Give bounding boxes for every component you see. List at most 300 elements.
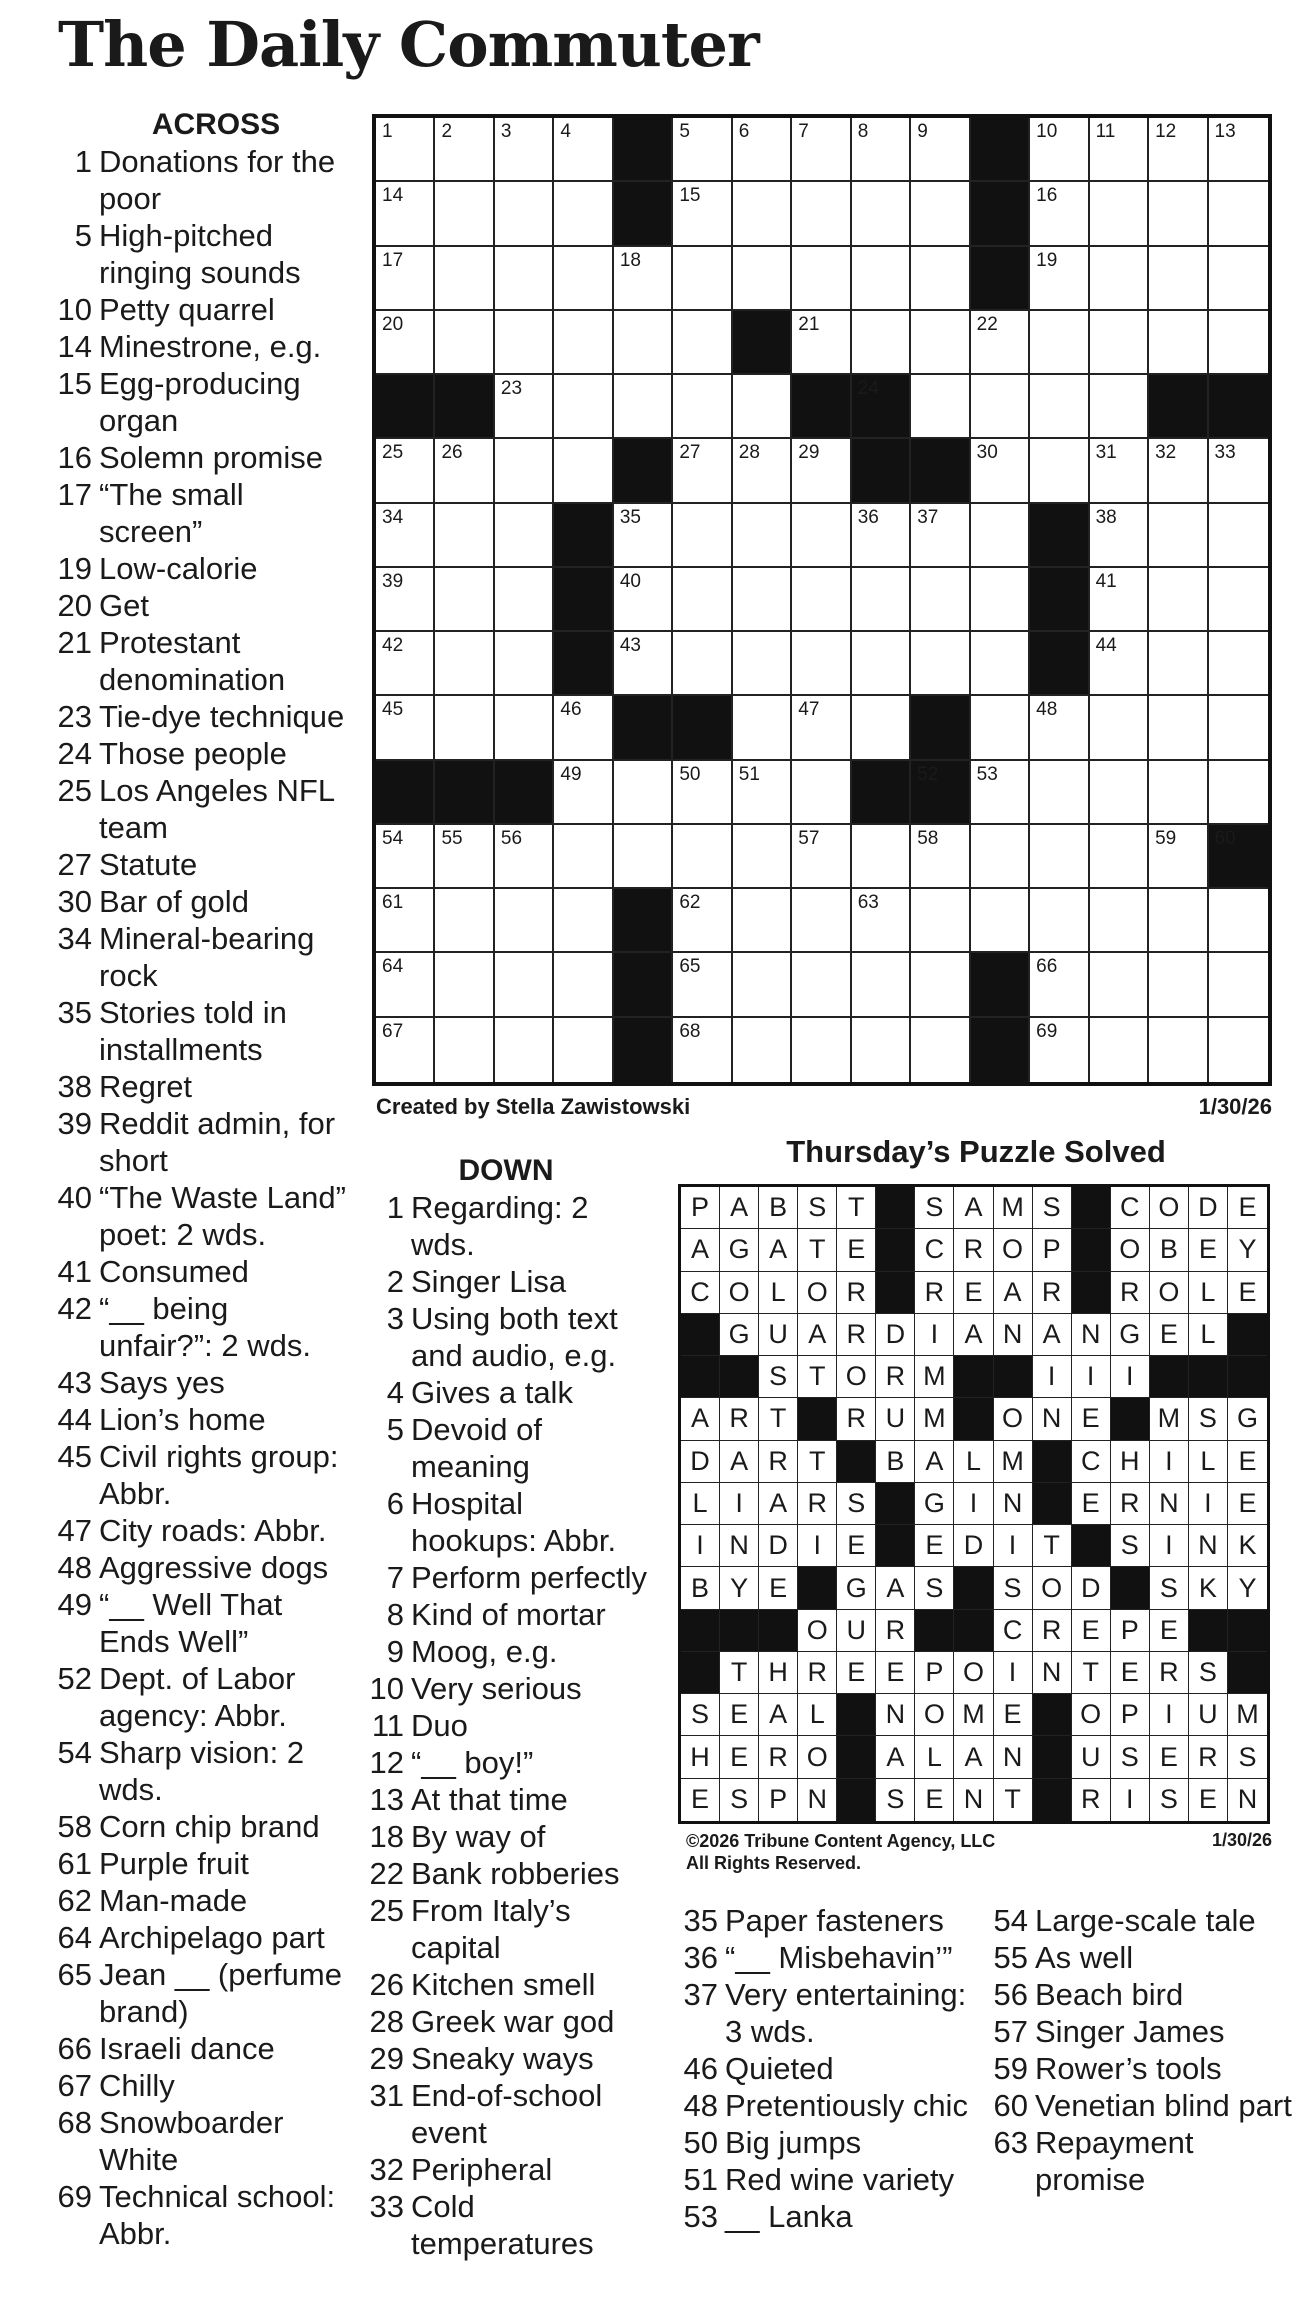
solution-letter: N — [1189, 1525, 1228, 1567]
grid-cell[interactable] — [1149, 182, 1208, 246]
black-square — [614, 439, 673, 503]
grid-cell[interactable] — [852, 504, 911, 568]
cell-number: 22 — [976, 313, 998, 335]
solution-letter: M — [994, 1187, 1033, 1229]
clue-text: Using both text and audio, e.g. — [411, 1301, 618, 1373]
solution-letter: E — [1072, 1610, 1111, 1652]
grid-cell[interactable] — [673, 247, 732, 311]
grid-cell[interactable] — [733, 632, 792, 696]
grid-cell[interactable] — [673, 375, 732, 439]
grid-cell[interactable] — [1149, 1018, 1208, 1082]
clue-text: Peripheral — [411, 2152, 553, 2187]
grid-cell[interactable] — [852, 247, 911, 311]
grid-cell[interactable] — [911, 889, 970, 953]
clue — [672, 2198, 982, 2235]
grid-cell[interactable] — [1090, 632, 1149, 696]
grid-cell[interactable] — [733, 504, 792, 568]
grid-cell[interactable] — [1030, 696, 1089, 760]
grid-cell[interactable] — [733, 889, 792, 953]
grid-cell[interactable] — [435, 311, 494, 375]
solution-letter: H — [1111, 1441, 1150, 1483]
cell-number: 29 — [798, 442, 820, 464]
solution-letter: S — [1033, 1187, 1072, 1229]
clue-number: 38 — [57, 1069, 92, 1104]
clue-text: Dept. of Labor agency: Abbr. — [99, 1661, 296, 1733]
grid-cell[interactable] — [971, 439, 1030, 503]
clue-text: Tie-dye technique — [99, 699, 345, 734]
grid-cell[interactable] — [495, 568, 554, 632]
grid-cell[interactable] — [733, 439, 792, 503]
solution-letter: A — [798, 1314, 837, 1356]
solution-letter: L — [759, 1272, 798, 1314]
grid-cell[interactable] — [1209, 696, 1268, 760]
grid-cell[interactable] — [852, 182, 911, 246]
grid-cell[interactable] — [911, 504, 970, 568]
solution-letter: S — [915, 1567, 954, 1609]
grid-cell[interactable] — [376, 632, 435, 696]
grid-cell[interactable] — [911, 375, 970, 439]
solution-letter: P — [759, 1779, 798, 1821]
grid-cell[interactable] — [673, 118, 732, 182]
solution-letter: I — [1072, 1356, 1111, 1398]
grid-cell[interactable] — [733, 182, 792, 246]
clue-number: 49 — [57, 1587, 92, 1622]
cell-number: 68 — [679, 1020, 701, 1042]
grid-cell[interactable] — [971, 632, 1030, 696]
solution-letter: A — [720, 1187, 759, 1229]
clue-text: Perform perfectly — [411, 1560, 648, 1595]
grid-cell[interactable] — [495, 889, 554, 953]
grid-cell[interactable] — [1090, 118, 1149, 182]
grid-cell[interactable] — [1149, 953, 1208, 1017]
grid-cell[interactable] — [673, 761, 732, 825]
grid-cell[interactable] — [1090, 889, 1149, 953]
grid-cell[interactable] — [1030, 889, 1089, 953]
grid-cell[interactable] — [614, 247, 673, 311]
grid-cell[interactable] — [376, 311, 435, 375]
grid-cell[interactable] — [376, 1018, 435, 1082]
grid-cell[interactable] — [852, 568, 911, 632]
grid-cell[interactable] — [1209, 118, 1268, 182]
solution-letter: E — [994, 1694, 1033, 1736]
clue — [50, 1290, 350, 1364]
grid-cell[interactable] — [554, 247, 613, 311]
clue — [356, 1633, 656, 1670]
grid-cell[interactable] — [376, 953, 435, 1017]
grid-cell[interactable] — [1030, 182, 1089, 246]
solution-letter: T — [720, 1652, 759, 1694]
grid-cell[interactable] — [673, 504, 732, 568]
grid-cell[interactable] — [554, 1018, 613, 1082]
grid-cell[interactable] — [495, 632, 554, 696]
grid-cell[interactable] — [911, 247, 970, 311]
grid-cell[interactable] — [792, 761, 851, 825]
grid-cell[interactable] — [733, 375, 792, 439]
solution-letter: R — [1111, 1272, 1150, 1314]
clue-number: 60 — [993, 2088, 1028, 2123]
grid-cell[interactable] — [673, 439, 732, 503]
grid-cell[interactable] — [1090, 696, 1149, 760]
grid-cell[interactable] — [614, 311, 673, 375]
grid-cell[interactable] — [1090, 504, 1149, 568]
clue — [50, 1068, 350, 1105]
grid-cell[interactable] — [1090, 568, 1149, 632]
solution-letter: U — [837, 1610, 876, 1652]
clue — [356, 1855, 656, 1892]
crossword-grid[interactable] — [372, 114, 1272, 1086]
grid-cell[interactable] — [971, 504, 1030, 568]
grid-cell[interactable] — [911, 1018, 970, 1082]
grid-cell[interactable] — [1149, 311, 1208, 375]
grid-cell[interactable] — [792, 825, 851, 889]
clue-number: 42 — [57, 1291, 92, 1326]
grid-cell[interactable] — [911, 568, 970, 632]
grid-cell[interactable] — [792, 311, 851, 375]
grid-cell[interactable] — [614, 825, 673, 889]
grid-cell[interactable] — [673, 182, 732, 246]
grid-cell[interactable] — [852, 825, 911, 889]
grid-cell[interactable] — [614, 504, 673, 568]
grid-cell[interactable] — [1030, 311, 1089, 375]
grid-cell[interactable] — [733, 696, 792, 760]
clue — [50, 1919, 350, 1956]
clue-number: 44 — [57, 1402, 92, 1437]
clue-number: 25 — [57, 773, 92, 808]
grid-cell[interactable] — [911, 953, 970, 1017]
down-clues — [356, 1152, 656, 2262]
grid-cell[interactable] — [792, 504, 851, 568]
solution-black-square — [1228, 1610, 1267, 1652]
grid-cell[interactable] — [1149, 825, 1208, 889]
grid-cell[interactable] — [1030, 375, 1089, 439]
clue — [50, 624, 350, 698]
grid-cell[interactable] — [554, 118, 613, 182]
grid-cell[interactable] — [554, 182, 613, 246]
grid-cell[interactable] — [495, 504, 554, 568]
solution-letter: S — [876, 1779, 915, 1821]
grid-cell[interactable] — [435, 1018, 494, 1082]
grid-cell[interactable] — [792, 953, 851, 1017]
solution-black-square — [876, 1272, 915, 1314]
across-clues — [50, 106, 350, 2252]
clue-number: 54 — [993, 1903, 1028, 1938]
grid-cell[interactable] — [1149, 568, 1208, 632]
solution-black-square — [1189, 1610, 1228, 1652]
clue-number: 46 — [683, 2051, 718, 2086]
grid-cell[interactable] — [554, 696, 613, 760]
grid-cell[interactable] — [792, 118, 851, 182]
grid-cell[interactable] — [971, 311, 1030, 375]
grid-cell[interactable] — [435, 568, 494, 632]
grid-cell[interactable] — [495, 247, 554, 311]
clue-text: Those people — [99, 736, 287, 771]
solution-letter: O — [1111, 1229, 1150, 1271]
grid-cell[interactable] — [733, 1018, 792, 1082]
clue — [672, 1902, 982, 1939]
solution-letter: D — [1189, 1187, 1228, 1229]
clue-text: Man-made — [99, 1883, 248, 1918]
solution-letter: E — [1111, 1652, 1150, 1694]
clue-text: “__ boy!” — [411, 1745, 534, 1780]
clue — [50, 735, 350, 772]
grid-cell[interactable] — [435, 182, 494, 246]
grid-cell[interactable] — [1209, 953, 1268, 1017]
clue-text: “__ being unfair?”: 2 wds. — [99, 1291, 311, 1363]
grid-cell[interactable] — [376, 825, 435, 889]
clue — [50, 1438, 350, 1512]
clue — [982, 2013, 1292, 2050]
grid-cell[interactable] — [435, 118, 494, 182]
grid-cell[interactable] — [673, 825, 732, 889]
grid-cell[interactable] — [1090, 825, 1149, 889]
solution-black-square — [1189, 1356, 1228, 1398]
solution-letter: I — [798, 1525, 837, 1567]
grid-cell[interactable] — [971, 375, 1030, 439]
grid-cell[interactable] — [852, 311, 911, 375]
down-clues-cont-2 — [982, 1902, 1292, 2198]
grid-cell[interactable] — [1090, 761, 1149, 825]
grid-cell[interactable] — [554, 761, 613, 825]
grid-cell[interactable] — [852, 953, 911, 1017]
grid-cell[interactable] — [1209, 889, 1268, 953]
grid-cell[interactable] — [614, 632, 673, 696]
grid-cell[interactable] — [792, 889, 851, 953]
grid-cell[interactable] — [733, 761, 792, 825]
grid-cell[interactable] — [1149, 632, 1208, 696]
grid-cell[interactable] — [1209, 247, 1268, 311]
grid-cell[interactable] — [911, 311, 970, 375]
clue-number: 30 — [57, 884, 92, 919]
clue — [50, 328, 350, 365]
grid-cell[interactable] — [1209, 182, 1268, 246]
grid-cell[interactable] — [435, 953, 494, 1017]
grid-cell[interactable] — [852, 632, 911, 696]
grid-cell[interactable] — [792, 696, 851, 760]
grid-cell[interactable] — [1209, 311, 1268, 375]
grid-cell[interactable] — [495, 953, 554, 1017]
grid-cell[interactable] — [792, 1018, 851, 1082]
grid-cell[interactable] — [1030, 439, 1089, 503]
grid-cell[interactable] — [435, 504, 494, 568]
grid-cell[interactable] — [1090, 1018, 1149, 1082]
grid-cell[interactable] — [376, 182, 435, 246]
grid-cell[interactable] — [1030, 953, 1089, 1017]
grid-cell[interactable] — [1149, 761, 1208, 825]
clue-text: Venetian blind part — [1035, 2088, 1292, 2123]
grid-cell[interactable] — [792, 182, 851, 246]
cell-number: 19 — [1036, 249, 1058, 271]
grid-cell[interactable] — [1090, 953, 1149, 1017]
grid-cell[interactable] — [1090, 247, 1149, 311]
grid-cell[interactable] — [911, 825, 970, 889]
solution-letter: I — [1111, 1356, 1150, 1398]
grid-cell[interactable] — [1149, 118, 1208, 182]
grid-cell[interactable] — [1090, 375, 1149, 439]
grid-cell[interactable] — [554, 375, 613, 439]
grid-cell[interactable] — [673, 1018, 732, 1082]
grid-cell[interactable] — [435, 696, 494, 760]
grid-cell[interactable] — [495, 1018, 554, 1082]
down-heading: DOWN — [458, 1154, 554, 1187]
grid-cell[interactable] — [554, 825, 613, 889]
grid-cell[interactable] — [1030, 247, 1089, 311]
solution-letter: A — [876, 1736, 915, 1778]
solution-letter: E — [1228, 1441, 1267, 1483]
grid-cell[interactable] — [376, 439, 435, 503]
clue — [982, 2050, 1292, 2087]
cell-number: 26 — [441, 442, 463, 464]
grid-cell[interactable] — [1149, 504, 1208, 568]
grid-cell[interactable] — [971, 696, 1030, 760]
grid-cell[interactable] — [1209, 632, 1268, 696]
grid-cell[interactable] — [554, 311, 613, 375]
grid-cell[interactable] — [852, 118, 911, 182]
grid-cell[interactable] — [673, 889, 732, 953]
grid-cell[interactable] — [1090, 311, 1149, 375]
grid-cell[interactable] — [1149, 439, 1208, 503]
grid-cell[interactable] — [614, 375, 673, 439]
clue-number: 43 — [57, 1365, 92, 1400]
grid-cell[interactable] — [554, 953, 613, 1017]
grid-cell[interactable] — [971, 568, 1030, 632]
cell-number: 27 — [679, 442, 701, 464]
solution-letter: E — [1150, 1314, 1189, 1356]
grid-cell[interactable] — [852, 1018, 911, 1082]
solution-black-square — [720, 1610, 759, 1652]
grid-cell[interactable] — [495, 696, 554, 760]
solution-letter: T — [1033, 1525, 1072, 1567]
grid-cell[interactable] — [792, 632, 851, 696]
grid-cell[interactable] — [435, 825, 494, 889]
grid-cell[interactable] — [495, 182, 554, 246]
clue-number: 51 — [683, 2162, 718, 2197]
grid-cell[interactable] — [792, 247, 851, 311]
solution-black-square — [798, 1567, 837, 1609]
grid-cell[interactable] — [376, 889, 435, 953]
grid-cell[interactable] — [554, 889, 613, 953]
solution-letter: U — [1072, 1736, 1111, 1778]
grid-cell[interactable] — [1209, 439, 1268, 503]
solution-letter: S — [720, 1779, 759, 1821]
grid-cell[interactable] — [911, 182, 970, 246]
solution-black-square — [1033, 1441, 1072, 1483]
grid-cell[interactable] — [376, 568, 435, 632]
grid-cell[interactable] — [495, 375, 554, 439]
grid-cell[interactable] — [733, 247, 792, 311]
clue-number: 59 — [993, 2051, 1028, 2086]
grid-cell[interactable] — [376, 118, 435, 182]
grid-cell[interactable] — [495, 118, 554, 182]
grid-cell[interactable] — [495, 825, 554, 889]
clue-number: 65 — [57, 1957, 92, 1992]
clue-number: 62 — [57, 1883, 92, 1918]
solution-letter: S — [1150, 1567, 1189, 1609]
solution-letter: C — [994, 1610, 1033, 1652]
cell-number: 13 — [1214, 121, 1236, 142]
clue — [50, 1734, 350, 1808]
grid-cell[interactable] — [971, 825, 1030, 889]
grid-cell[interactable] — [495, 439, 554, 503]
grid-cell[interactable] — [673, 311, 732, 375]
grid-cell[interactable] — [1090, 439, 1149, 503]
grid-cell[interactable] — [1149, 889, 1208, 953]
clue — [672, 2161, 982, 2198]
grid-cell[interactable] — [1209, 504, 1268, 568]
grid-cell[interactable] — [852, 889, 911, 953]
grid-cell[interactable] — [673, 632, 732, 696]
grid-cell[interactable] — [911, 118, 970, 182]
grid-cell[interactable] — [376, 504, 435, 568]
grid-cell[interactable] — [733, 953, 792, 1017]
grid-cell[interactable] — [435, 247, 494, 311]
cell-number: 34 — [382, 506, 404, 528]
grid-cell[interactable] — [435, 889, 494, 953]
grid-cell[interactable] — [1030, 118, 1089, 182]
clue-text: Devoid of meaning — [411, 1412, 542, 1484]
grid-cell[interactable] — [1030, 825, 1089, 889]
clue-text: Israeli dance — [99, 2031, 275, 2066]
grid-cell[interactable] — [376, 696, 435, 760]
grid-cell[interactable] — [1209, 1018, 1268, 1082]
solution-black-square — [876, 1229, 915, 1271]
solution-letter: C — [681, 1272, 720, 1314]
grid-cell[interactable] — [792, 568, 851, 632]
grid-cell[interactable] — [971, 761, 1030, 825]
clue-text: Red wine variety — [725, 2162, 955, 2197]
grid-cell[interactable] — [435, 632, 494, 696]
grid-cell[interactable] — [1030, 761, 1089, 825]
cell-number: 64 — [382, 956, 404, 978]
grid-cell[interactable] — [435, 439, 494, 503]
grid-cell[interactable] — [1209, 761, 1268, 825]
clue-number: 34 — [57, 921, 92, 956]
grid-cell[interactable] — [495, 311, 554, 375]
grid-cell[interactable] — [614, 568, 673, 632]
cell-number: 69 — [1036, 1020, 1058, 1042]
solution-black-square — [798, 1398, 837, 1440]
grid-cell[interactable] — [792, 439, 851, 503]
solution-black-square — [1072, 1272, 1111, 1314]
clue-text: Pretentiously chic — [725, 2088, 968, 2123]
solution-letter: R — [915, 1272, 954, 1314]
grid-cell[interactable] — [733, 118, 792, 182]
clue-text: Stories told in installments — [99, 995, 287, 1067]
grid-cell[interactable] — [1030, 1018, 1089, 1082]
clue — [50, 143, 350, 217]
solution-letter: D — [759, 1525, 798, 1567]
grid-cell[interactable] — [673, 953, 732, 1017]
grid-cell[interactable] — [673, 568, 732, 632]
grid-cell[interactable] — [911, 632, 970, 696]
grid-cell[interactable] — [733, 568, 792, 632]
grid-cell[interactable] — [1149, 247, 1208, 311]
grid-cell[interactable] — [852, 696, 911, 760]
solution-letter: E — [1228, 1187, 1267, 1229]
clue — [356, 2151, 656, 2188]
grid-cell[interactable] — [554, 439, 613, 503]
grid-cell[interactable] — [1209, 568, 1268, 632]
grid-cell[interactable] — [376, 247, 435, 311]
cell-number: 15 — [679, 185, 701, 207]
grid-cell[interactable] — [614, 761, 673, 825]
grid-cell[interactable] — [971, 889, 1030, 953]
solution-letter: N — [1033, 1652, 1072, 1694]
solution-letter: A — [759, 1229, 798, 1271]
black-square — [554, 632, 613, 696]
grid-cell[interactable] — [1149, 696, 1208, 760]
grid-cell[interactable] — [1090, 182, 1149, 246]
grid-cell[interactable] — [733, 825, 792, 889]
